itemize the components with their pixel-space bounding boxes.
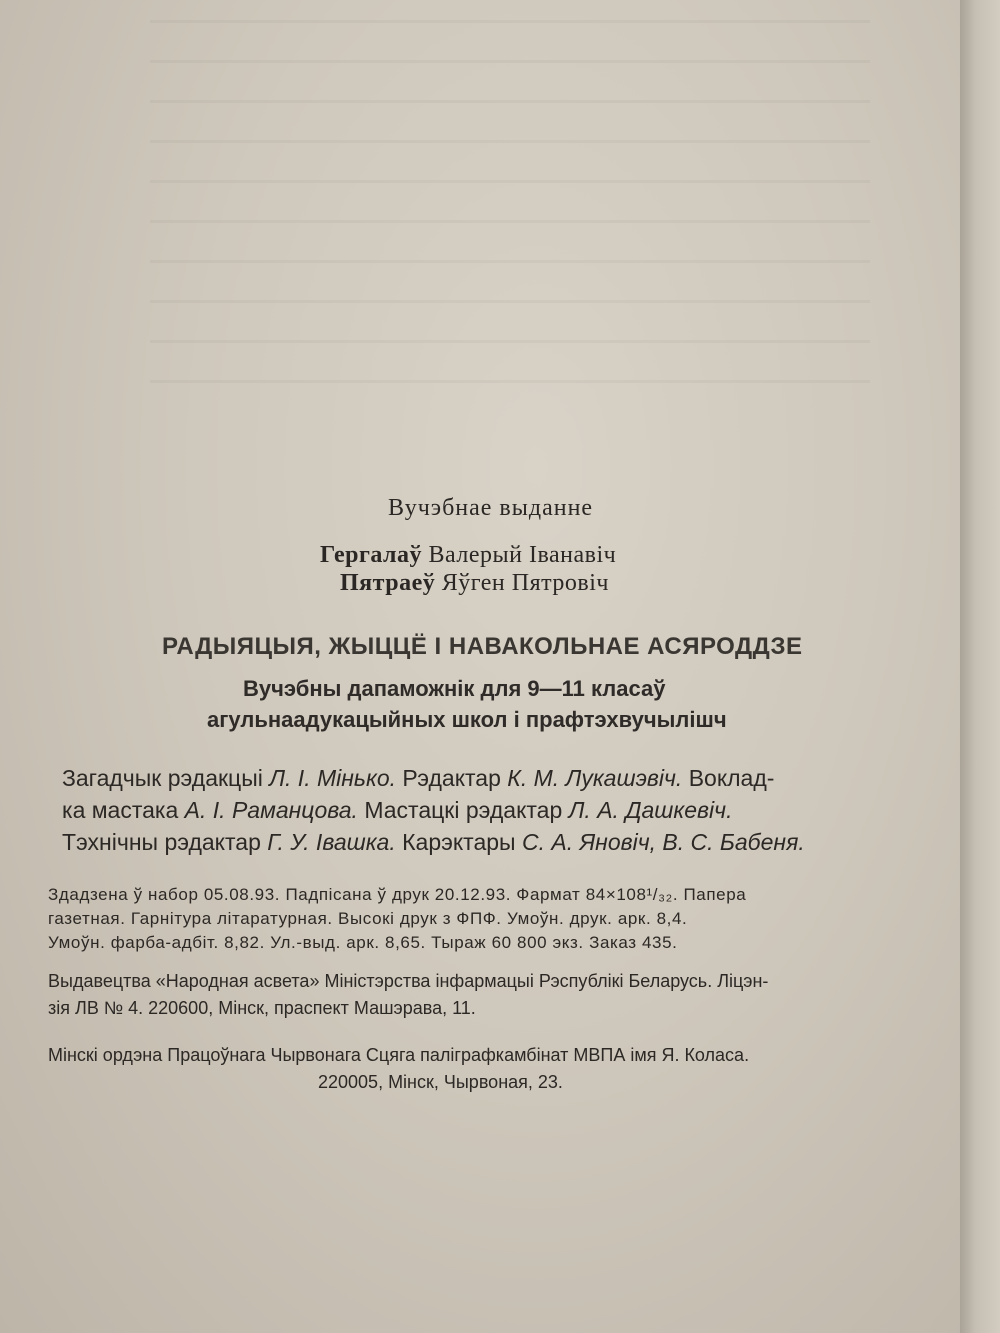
page-edge	[960, 0, 1000, 1333]
credits-line-3	[62, 826, 982, 858]
printer-line-1: Мінскі ордэна Працоўнага Чырвонага Сцяга паліграфкамбінат МВПА імя Я. Коласа.	[48, 1045, 750, 1065]
tech-editor-name: Г. У. Івашка.	[267, 829, 396, 855]
chief-label: Загадчык рэдакцыі	[62, 765, 263, 791]
publication-type: Вучэбнае выданне	[388, 495, 594, 521]
chief-name: Л. І. Мінько.	[269, 765, 397, 791]
author-1-surname: Гергалаў	[320, 542, 423, 568]
art-editor-label: Мастацкі рэдактар	[364, 797, 563, 823]
publisher-line-1: Выдавецтва «Народная асвета» Міністэрства інфармацыі Рэспублікі Беларусь. Ліцэн-	[48, 971, 769, 991]
subtitle-line-2: агульнаадукацыйных школ і прафтэхвучылішч	[207, 707, 727, 732]
cover-artist: А. І. Раманцова.	[184, 797, 358, 823]
printer-line-2: 220005, Мінск, Чырвоная, 23.	[318, 1072, 563, 1092]
publisher-line-2: зія ЛВ № 4. 220600, Мінск, праспект Машэрава, 11.	[48, 998, 476, 1018]
imprint-line-2: газетная. Гарнітура літаратурная. Высокі друк з ФПФ. Умоўн. друк. арк. 8,4.	[48, 909, 688, 928]
author-2	[340, 570, 609, 597]
author-1	[320, 542, 616, 569]
cover-label-1: Воклад-	[688, 765, 775, 791]
book-title: РАДЫЯЦЫЯ, ЖЫЦЦЁ І НАВАКОЛЬНАЕ АСЯРОДДЗЕ	[162, 633, 803, 660]
imprint-line-1: Здадзена ў набор 05.08.93. Падпісана ў друк 20.12.93. Фармат 84×108¹/₃₂. Папера	[48, 885, 747, 904]
tech-editor-label: Тэхнічны рэдактар	[62, 829, 261, 855]
publisher-info	[48, 968, 988, 1022]
credits-line-1	[62, 762, 982, 794]
imprint-line-3: Умоўн. фарба-адбіт. 8,82. Ул.-выд. арк. 8,65. Тыраж 60 800 экз. Заказ 435.	[48, 933, 678, 952]
print-imprint	[48, 883, 988, 955]
cover-label-2: ка мастака	[62, 797, 179, 823]
author-2-name: Яўген Пятровіч	[441, 570, 609, 596]
subtitle-line-1: Вучэбны дапаможнік для 9—11 класаў	[243, 676, 666, 701]
credits	[62, 762, 982, 858]
author-1-name: Валерый Іванавіч	[428, 542, 617, 568]
editor-label: Рэдактар	[402, 765, 501, 791]
art-editor-name: Л. А. Дашкевіч.	[568, 797, 733, 823]
proofreaders-names: С. А. Яновіч, В. С. Бабеня.	[521, 829, 805, 855]
bleed-through-texture	[150, 20, 870, 420]
proofreaders-label: Карэктары	[402, 829, 516, 855]
editor-name: К. М. Лукашэвіч.	[507, 765, 683, 791]
printer-info	[48, 1042, 998, 1096]
credits-line-2	[62, 794, 982, 826]
author-2-surname: Пятраеў	[340, 570, 436, 596]
